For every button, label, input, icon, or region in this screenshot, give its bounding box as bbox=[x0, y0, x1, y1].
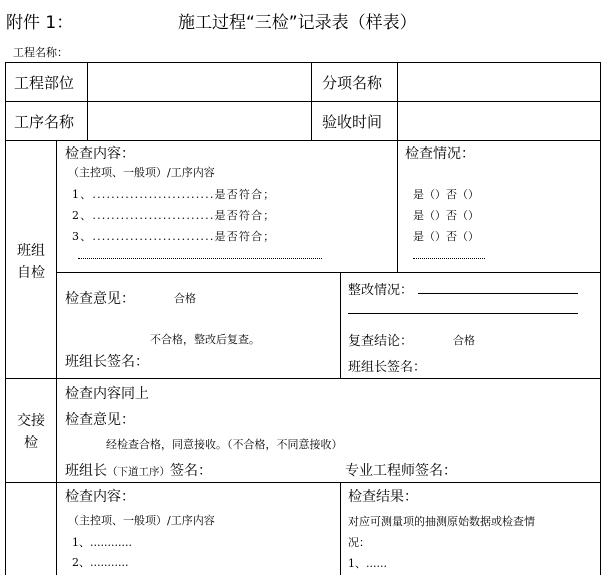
check-status-label: 检查情况： bbox=[405, 146, 475, 162]
engineer-sign-label: 专业工程师签名： bbox=[345, 463, 457, 479]
check-content-blank-line[interactable] bbox=[78, 258, 322, 259]
rectify-status-line-2[interactable] bbox=[348, 313, 578, 314]
special-check-content-hint: （主控项、一般项）/工序内容 bbox=[68, 514, 215, 527]
check-opinion-label: 检查意见： bbox=[65, 291, 135, 307]
handover-check-label: 交接 检 bbox=[17, 413, 45, 451]
rectify-status-label: 整改情况： bbox=[348, 283, 414, 298]
handover-leader-sign bbox=[65, 460, 212, 480]
check-result-item-1: 1、...... bbox=[348, 557, 387, 570]
check-result-label: 检查结果： bbox=[348, 489, 418, 505]
check-status-blank-line[interactable] bbox=[413, 258, 485, 259]
check-item-1: 1、..........................是否符合； bbox=[72, 188, 276, 201]
handover-opinion-text: 经检查合格，同意接收。（不合格，不同意接收） bbox=[106, 438, 343, 451]
sub-item-name-value[interactable] bbox=[399, 64, 598, 100]
check-result-hint-line-1: 对应可测量项的抽测原始数据或检查情 bbox=[348, 515, 535, 528]
handover-opinion-label: 检查意见： bbox=[65, 412, 135, 428]
special-check-item-1: 1、............ bbox=[72, 536, 132, 549]
process-name-label: 工序名称 bbox=[14, 113, 75, 131]
check-status-item-2[interactable]: 是（）否（） bbox=[413, 209, 479, 222]
check-result-hint-line-2: 况： bbox=[348, 536, 370, 549]
acceptance-time-label: 验收时间 bbox=[322, 113, 383, 131]
process-name-value[interactable] bbox=[89, 103, 309, 139]
handover-content-same: 检查内容同上 bbox=[65, 386, 149, 402]
handover-sign-label: 签名： bbox=[170, 463, 212, 479]
check-content-label: 检查内容： bbox=[65, 146, 135, 162]
team-leader-sign-label: 班组长签名： bbox=[65, 354, 149, 370]
page-title: 施工过程“三检”记录表（样表） bbox=[178, 13, 417, 33]
sub-item-name-label: 分项名称 bbox=[322, 74, 383, 92]
recheck-conclusion-value: 合格 bbox=[453, 334, 475, 347]
check-opinion-value: 合格 bbox=[174, 292, 196, 305]
acceptance-time-value[interactable] bbox=[399, 103, 598, 139]
fail-recheck-text: 不合格，整改后复查。 bbox=[150, 333, 260, 346]
check-content-hint: （主控项、一般项）/工序内容 bbox=[68, 166, 215, 179]
check-status-item-3[interactable]: 是（）否（） bbox=[413, 230, 479, 243]
team-leader-sign-label-2: 班组长签名： bbox=[348, 360, 427, 375]
special-check-content-label: 检查内容： bbox=[65, 489, 135, 505]
attachment-label: 附件 1： bbox=[6, 13, 74, 33]
project-part-value[interactable] bbox=[89, 64, 309, 100]
check-item-3: 3、..........................是否符合； bbox=[72, 230, 276, 243]
recheck-conclusion-label: 复查结论： bbox=[348, 334, 414, 349]
rectify-status-line-1[interactable] bbox=[418, 293, 578, 294]
handover-leader-label: 班组长 bbox=[65, 463, 107, 479]
project-part-label: 工程部位 bbox=[14, 74, 75, 92]
check-item-2: 2、..........................是否符合； bbox=[72, 209, 276, 222]
project-name-label: 工程名称： bbox=[13, 46, 68, 59]
team-self-check-label: 班组 自检 bbox=[17, 243, 45, 281]
handover-leader-sub: （下道工序） bbox=[107, 466, 170, 478]
special-check-item-2: 2、........... bbox=[72, 556, 129, 569]
check-status-item-1[interactable]: 是（）否（） bbox=[413, 188, 479, 201]
